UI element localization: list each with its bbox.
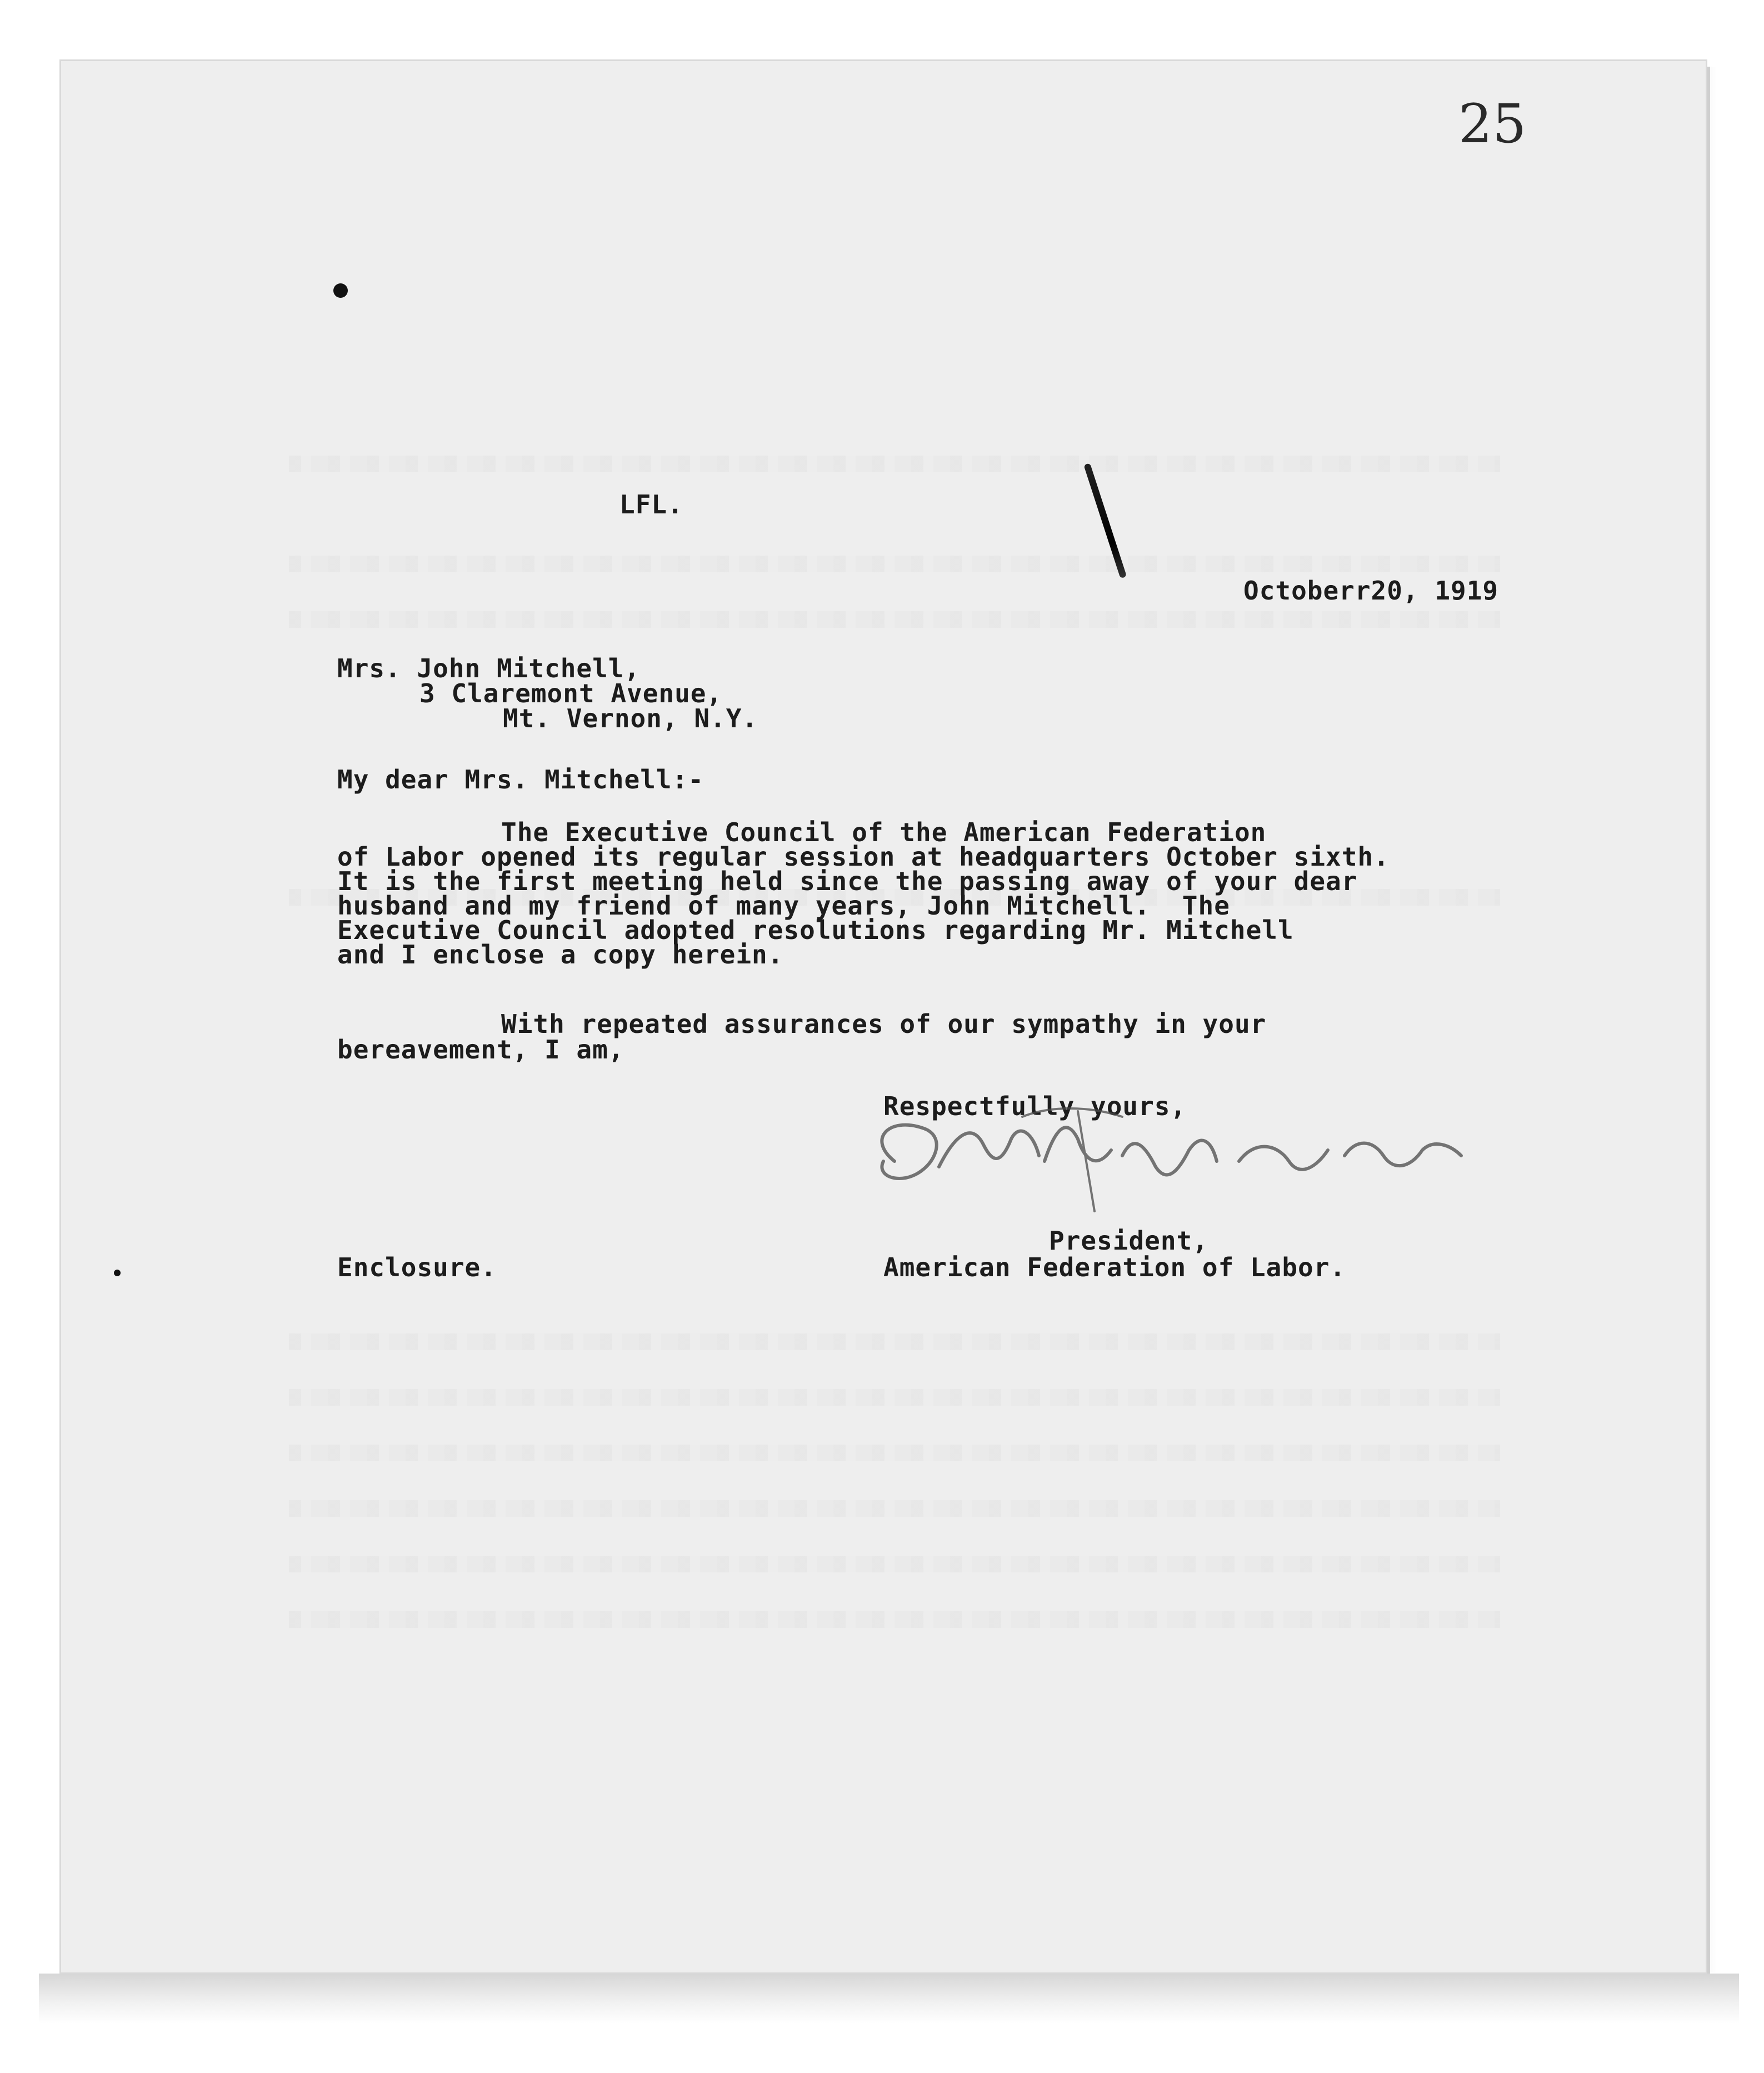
- bleed-through-line: [289, 611, 1500, 628]
- body-line: With repeated assurances of our sympathy in your: [501, 1009, 1267, 1039]
- recipient-city: Mt. Vernon, N.Y.: [503, 703, 758, 733]
- bleed-through-line: [289, 1389, 1500, 1406]
- body-line: of Labor opened its regular session at headquarters October sixth.: [337, 842, 1390, 872]
- bleed-through-line: [289, 1445, 1500, 1461]
- bleed-through-line: [289, 1500, 1500, 1517]
- body-line: husband and my friend of many years, John Mitchell. The: [337, 891, 1230, 921]
- salutation: My dear Mrs. Mitchell:-: [337, 765, 704, 795]
- recipient-name: Mrs. John Mitchell,: [337, 653, 641, 683]
- bleed-through-line: [289, 1333, 1500, 1350]
- bleed-through-line: [289, 1611, 1500, 1628]
- bleed-through-line: [289, 1556, 1500, 1572]
- body-line: bereavement, I am,: [337, 1035, 624, 1065]
- letter-date: Octoberr20, 1919: [1243, 576, 1499, 606]
- enclosure-note: Enclosure.: [337, 1252, 497, 1282]
- body-line: It is the first meeting held since the passing away of your dear: [337, 866, 1358, 896]
- page-number: 25: [1458, 93, 1527, 155]
- paper-edge-bottom: [39, 1974, 1739, 2024]
- recipient-street: 3 Claremont Avenue,: [419, 678, 723, 708]
- body-line: and I enclose a copy herein.: [337, 940, 784, 970]
- bleed-through-line: [289, 556, 1500, 572]
- ink-dot: [333, 283, 348, 298]
- signature-organization: American Federation of Labor.: [883, 1252, 1346, 1282]
- body-line: Executive Council adopted resolutions regarding Mr. Mitchell: [337, 915, 1294, 945]
- ink-dot: [114, 1270, 121, 1276]
- body-line: The Executive Council of the American Federation: [501, 817, 1267, 847]
- reference-initials: LFL.: [619, 489, 683, 520]
- bleed-through-line: [289, 456, 1500, 472]
- closing: Respectfully yours,: [883, 1091, 1187, 1121]
- handwritten-signature: [856, 1083, 1550, 1239]
- signature-title: President,: [1049, 1226, 1208, 1256]
